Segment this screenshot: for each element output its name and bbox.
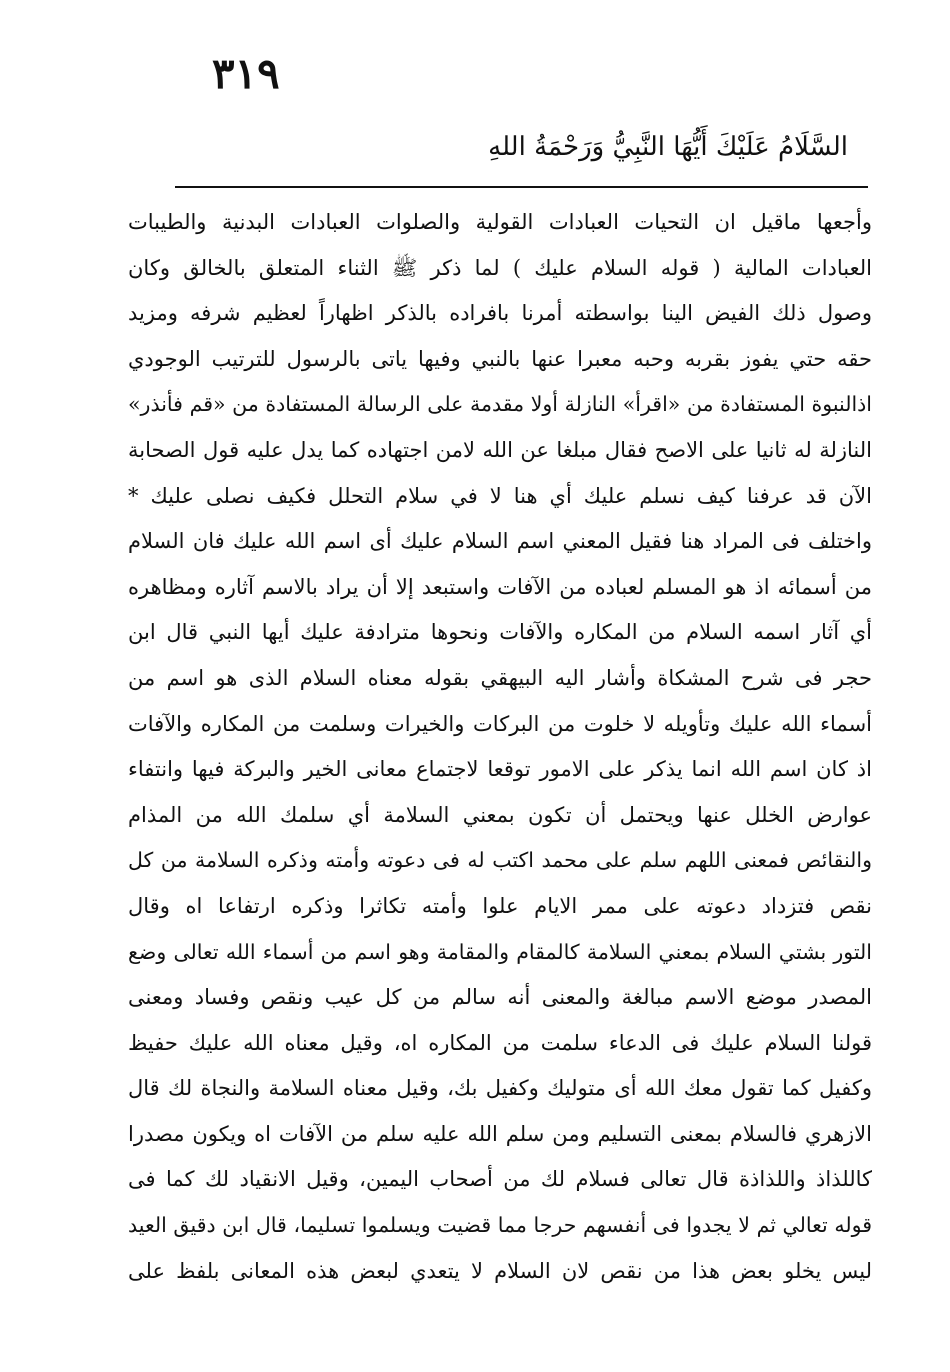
text-line: حقه حتي يفوز بقربه وحبه معبرا عنها بالنبي وفيها ياتى بالرسول للترتيب الوجودي	[128, 346, 872, 371]
text-line: قولنا السلام عليك فى الدعاء سلمت من المكاره اه، وقيل معناه الله عليك حفيظ	[128, 1030, 872, 1055]
text-line: اذ كان اسم الله انما يذكر على الامور توقعا لاجتماع معانى الخير والبركة فيها وانتفاء	[128, 757, 872, 782]
text-line: عوارض الخلل عنها ويحتمل أن تكون بمعني السلامة أي سلمك الله من المذام	[128, 802, 872, 827]
text-line: قوله تعالي ثم لا يجدوا فى أنفسهم حرجا مما قضيت ويسلموا تسليما، قال ابن دقيق العيد	[128, 1213, 872, 1238]
text-line: النازلة له ثانيا على الاصح فقال مبلغا عن الله لامن اجتهاده كما يدل عليه قول الصحابة	[128, 437, 872, 462]
text-line: من أسمائه اذ هو المسلم لعباده من الآفات واستبعد إلا أن يراد بالاسم آثاره ومظاهره	[128, 574, 872, 599]
text-line: التور بشتي السلام بمعني السلامة كالمقام والمقامة وهو اسم من أسماء الله تعالى وضع	[128, 939, 872, 964]
text-line: وكفيل كما تقول معك الله أى متوليك وكفيل بك، وقيل معناه السلامة والنجاة لك قال	[128, 1076, 872, 1101]
body-text	[128, 200, 872, 1294]
text-line: وأجعها ماقيل ان التحيات العبادات القولية والصلوات العبادات البدنية والطيبات	[128, 210, 872, 234]
text-line: المصدر موضع الاسم مبالغة والمعنى أنه سالم من كل عيب ونقص وفساد ومعنى	[128, 985, 872, 1010]
text-line: الآن قد عرفنا كيف نسلم عليك أي هنا لا في سلام التحلل فكيف نصلى عليك *	[128, 483, 872, 508]
text-line: أسماء الله عليك وتأويله لا خلوت من البركات والخيرات وسلمت من المكاره والآفات	[128, 711, 872, 736]
text-line: اذالنبوة المستفادة من «اقرأ» النازلة أولا مقدمة على الرسالة المستفادة من «قم فأنذر»	[128, 392, 872, 417]
text-line: العبادات المالية ( قوله السلام عليك ) لما ذكر ﷺ الثناء المتعلق بالخالق وكان	[128, 255, 872, 280]
text-line: كاللذاذ واللذاذة قال تعالى فسلام لك من أصحاب اليمين، وقيل الانقياد لك كما فى	[128, 1167, 872, 1192]
text-line: وصول ذلك الفيض الينا بواسطته أمرنا بافراده بالذكر اظهاراً لعظيم شرفه ومزيد	[128, 301, 872, 326]
text-line: الازهري فالسلام بمعنى التسليم ومن سلم الله عليه سلم من الآفات اه ويكون مصدرا	[128, 1121, 872, 1146]
section-header: السَّلَامُ عَلَيْكَ أَيُّهَا النَّبِيُّ وَرَحْمَةُ اللهِ	[488, 132, 848, 162]
text-line: ليس يخلو بعض هذا من نقص لان السلام لا يتعدي لبعض هذه المعانى بلفظ على	[128, 1258, 872, 1283]
text-line: والنقائص فمعنى اللهم سلم على محمد اكتب له فى دعوته وأمته وذكره السلامة من كل	[128, 848, 872, 873]
header-divider	[175, 186, 868, 188]
text-line: أي آثار اسمه السلام من المكاره والآفات ونحوها مترادفة عليك أيها النبي قال ابن	[128, 620, 872, 645]
text-line: حجر فى شرح المشكاة وأشار اليه البيهقي بقوله معناه السلام الذى هو اسم من	[128, 665, 872, 690]
text-line: نقص فتزداد دعوته على ممر الايام علوا وأمته تكاثرا وذكره ارتفاعا اه وقال	[128, 893, 872, 918]
text-line: واختلف فى المراد هنا فقيل المعني اسم السلام عليك أى اسم الله عليك فان السلام	[128, 529, 872, 554]
page-number: ٣١٩	[212, 49, 280, 98]
